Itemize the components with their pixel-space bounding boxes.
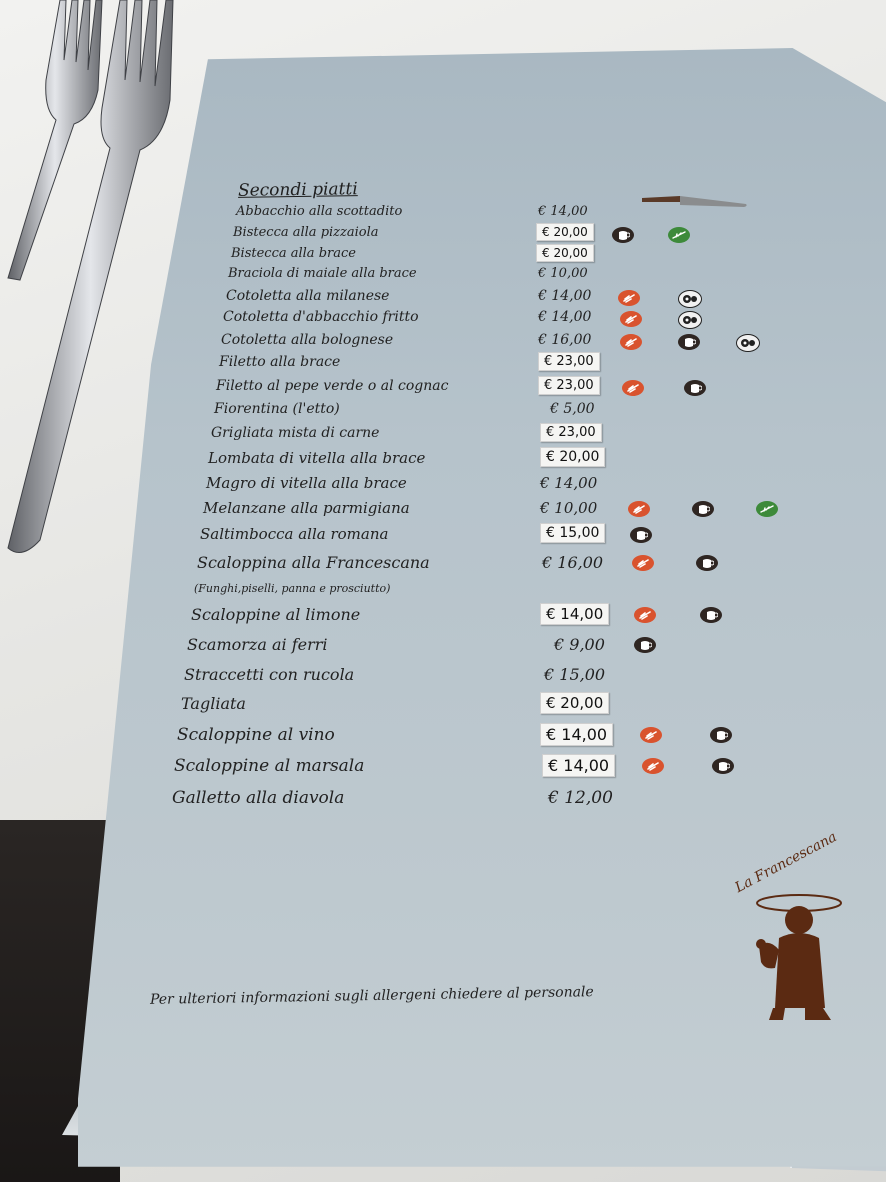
menu-item-name: Magro di vitella alla brace [206, 474, 407, 492]
menu-item-price: € 14,00 [540, 723, 613, 746]
menu-item-name: Bistecca alla pizzaiola [233, 225, 379, 240]
knife-icon [640, 192, 750, 210]
milk-icon [712, 758, 734, 774]
milk-icon [692, 501, 714, 517]
menu-item-name: (Funghi,piselli, panna e prosciutto) [194, 582, 391, 595]
menu-item-price: € 10,00 [538, 266, 588, 281]
menu-item-name: Lombata di vitella alla brace [208, 449, 426, 467]
menu-item-name: Filetto al pepe verde o al cognac [216, 378, 449, 394]
menu-item-name: Straccetti con rucola [184, 665, 355, 684]
cereal-icon [640, 727, 662, 743]
cereal-icon [632, 555, 654, 571]
cereal-icon [642, 758, 664, 774]
milk-icon [678, 334, 700, 350]
milk-icon [700, 607, 722, 623]
menu-item-name: Galletto alla diavola [172, 788, 345, 808]
menu-item-name: Filetto alla brace [219, 354, 341, 370]
menu-item-price: € 9,00 [554, 635, 605, 654]
menu-item-price: € 20,00 [540, 692, 609, 714]
menu-item-price: € 14,00 [542, 754, 615, 777]
menu-item-price: € 14,00 [540, 603, 609, 625]
menu-item-name: Fiorentina (l'etto) [214, 401, 340, 417]
menu-item-name: Scaloppine al limone [191, 605, 361, 624]
menu-item-price: € 20,00 [536, 223, 594, 241]
menu-item-name: Cotoletta alla milanese [226, 288, 390, 304]
milk-icon [612, 227, 634, 243]
menu-item-price: € 12,00 [548, 788, 613, 808]
menu-item-name: Scamorza ai ferri [187, 635, 328, 654]
menu-item-name: Melanzane alla parmigiana [203, 499, 410, 517]
menu-item-price: € 14,00 [538, 309, 592, 325]
menu-item-price: € 16,00 [542, 553, 604, 572]
menu-item-name: Scaloppina alla Francescana [197, 553, 430, 572]
friar-logo-icon [735, 858, 850, 1028]
cereal-icon [618, 290, 640, 306]
menu-item-price: € 20,00 [536, 244, 594, 262]
menu-item-name: Abbacchio alla scottadito [236, 204, 403, 219]
celery-icon [668, 227, 690, 243]
menu-item-name: Bistecca alla brace [231, 246, 356, 261]
cereal-icon [622, 380, 644, 396]
menu-item-price: € 23,00 [538, 376, 600, 395]
menu-item-name: Scaloppine al marsala [174, 756, 365, 776]
menu-item-price: € 23,00 [540, 423, 602, 442]
section-title: Secondi piatti [237, 179, 358, 201]
menu-item-price: € 15,00 [544, 665, 606, 684]
menu-item-price: € 23,00 [538, 352, 600, 371]
menu-item-price: € 15,00 [540, 523, 605, 543]
menu-item-name: Cotoletta alla bolognese [221, 332, 394, 348]
cereal-icon [620, 334, 642, 350]
menu-item-price: € 20,00 [540, 447, 605, 467]
menu-item-price: € 10,00 [540, 499, 598, 517]
milk-icon [696, 555, 718, 571]
allergen-footer-note: Per ulteriori informazioni sugli allergeni chiedere al personale [149, 984, 594, 1008]
cereal-icon [628, 501, 650, 517]
logo-text: La Francescana [732, 828, 840, 896]
menu-item-name: Braciola di maiale alla brace [228, 266, 417, 281]
egg-icon [736, 334, 760, 352]
menu-item-name: Saltimbocca alla romana [200, 525, 389, 543]
cereal-icon [634, 607, 656, 623]
milk-icon [630, 527, 652, 543]
milk-icon [684, 380, 706, 396]
menu-item-price: € 14,00 [540, 474, 598, 492]
menu-item-name: Cotoletta d'abbacchio fritto [223, 309, 419, 325]
milk-icon [710, 727, 732, 743]
menu-item-price: € 14,00 [538, 288, 592, 304]
menu-item-price: € 5,00 [550, 401, 595, 417]
milk-icon [634, 637, 656, 653]
menu-item-price: € 16,00 [538, 332, 592, 348]
celery-icon [756, 501, 778, 517]
cereal-icon [620, 311, 642, 327]
menu-item-name: Scaloppine al vino [177, 725, 335, 745]
menu-item-name: Tagliata [181, 694, 246, 713]
egg-icon [678, 290, 702, 308]
menu-item-price: € 14,00 [538, 204, 588, 219]
menu-item-name: Grigliata mista di carne [211, 425, 380, 441]
egg-icon [678, 311, 702, 329]
